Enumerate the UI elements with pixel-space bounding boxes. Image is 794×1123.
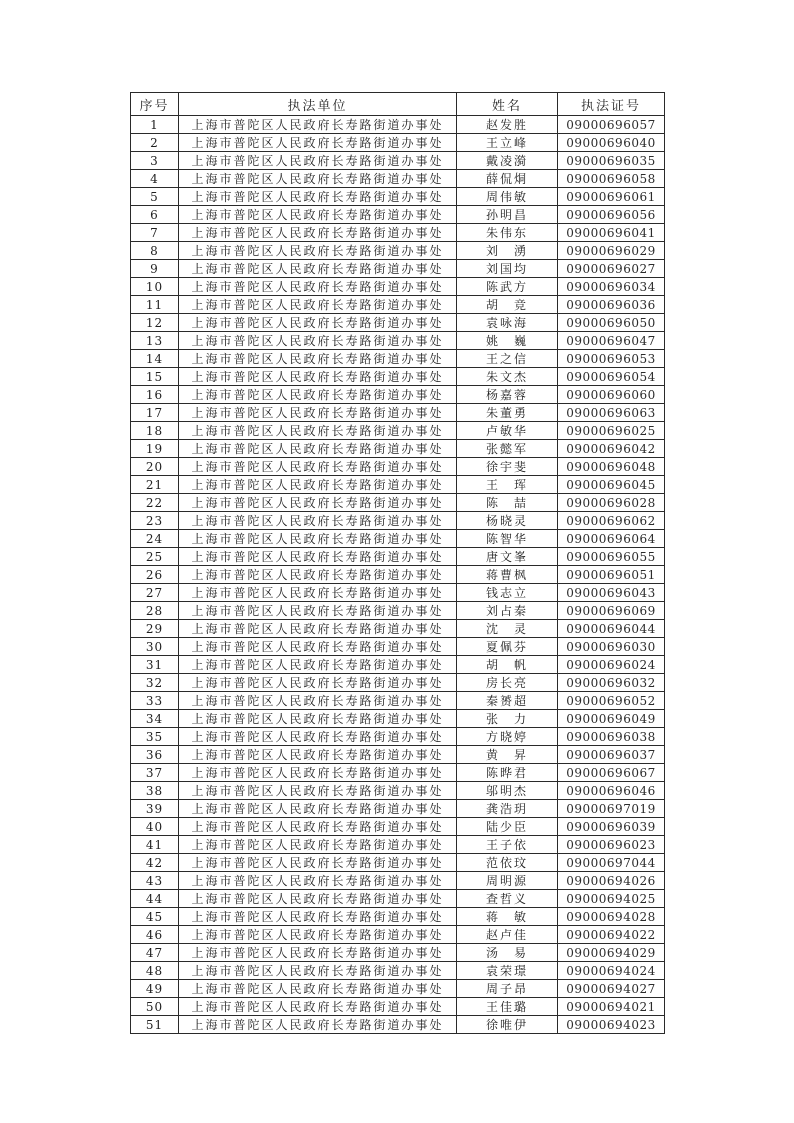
cell-cert: 09000696058 bbox=[558, 170, 665, 188]
table-row bbox=[131, 584, 665, 602]
cell-unit: 上海市普陀区人民政府长寿路街道办事处 bbox=[179, 242, 457, 260]
table-row bbox=[131, 962, 665, 980]
cell-unit: 上海市普陀区人民政府长寿路街道办事处 bbox=[179, 530, 457, 548]
cell-unit: 上海市普陀区人民政府长寿路街道办事处 bbox=[179, 764, 457, 782]
table-row bbox=[131, 350, 665, 368]
cell-name: 徐宇斐 bbox=[457, 458, 558, 476]
cell-cert: 09000696050 bbox=[558, 314, 665, 332]
cell-cert: 09000696029 bbox=[558, 242, 665, 260]
officers-table bbox=[130, 92, 665, 1034]
cell-no: 39 bbox=[131, 800, 179, 818]
cell-cert: 09000694022 bbox=[558, 926, 665, 944]
table-row bbox=[131, 782, 665, 800]
table-row bbox=[131, 566, 665, 584]
cell-unit: 上海市普陀区人民政府长寿路街道办事处 bbox=[179, 710, 457, 728]
cell-cert: 09000696062 bbox=[558, 512, 665, 530]
cell-unit: 上海市普陀区人民政府长寿路街道办事处 bbox=[179, 206, 457, 224]
cell-no: 38 bbox=[131, 782, 179, 800]
table-row bbox=[131, 656, 665, 674]
cell-name: 姚 巍 bbox=[457, 332, 558, 350]
table-row bbox=[131, 764, 665, 782]
cell-no: 31 bbox=[131, 656, 179, 674]
cell-unit: 上海市普陀区人民政府长寿路街道办事处 bbox=[179, 854, 457, 872]
cell-no: 36 bbox=[131, 746, 179, 764]
cell-unit: 上海市普陀区人民政府长寿路街道办事处 bbox=[179, 908, 457, 926]
cell-cert: 09000696053 bbox=[558, 350, 665, 368]
cell-name: 朱伟东 bbox=[457, 224, 558, 242]
cell-unit: 上海市普陀区人民政府长寿路街道办事处 bbox=[179, 188, 457, 206]
cell-no: 15 bbox=[131, 368, 179, 386]
cell-unit: 上海市普陀区人民政府长寿路街道办事处 bbox=[179, 548, 457, 566]
cell-name: 陈 喆 bbox=[457, 494, 558, 512]
cell-cert: 09000696034 bbox=[558, 278, 665, 296]
cell-unit: 上海市普陀区人民政府长寿路街道办事处 bbox=[179, 512, 457, 530]
cell-name: 刘国均 bbox=[457, 260, 558, 278]
cell-no: 35 bbox=[131, 728, 179, 746]
cell-unit: 上海市普陀区人民政府长寿路街道办事处 bbox=[179, 494, 457, 512]
table-row bbox=[131, 926, 665, 944]
cell-cert: 09000694023 bbox=[558, 1016, 665, 1034]
table-header-row bbox=[131, 93, 665, 116]
cell-no: 13 bbox=[131, 332, 179, 350]
cell-no: 30 bbox=[131, 638, 179, 656]
cell-name: 张 力 bbox=[457, 710, 558, 728]
cell-no: 22 bbox=[131, 494, 179, 512]
cell-no: 25 bbox=[131, 548, 179, 566]
cell-no: 41 bbox=[131, 836, 179, 854]
cell-no: 27 bbox=[131, 584, 179, 602]
cell-cert: 09000696061 bbox=[558, 188, 665, 206]
cell-cert: 09000697044 bbox=[558, 854, 665, 872]
cell-unit: 上海市普陀区人民政府长寿路街道办事处 bbox=[179, 458, 457, 476]
cell-no: 17 bbox=[131, 404, 179, 422]
cell-unit: 上海市普陀区人民政府长寿路街道办事处 bbox=[179, 278, 457, 296]
cell-no: 2 bbox=[131, 134, 179, 152]
cell-name: 卢敏华 bbox=[457, 422, 558, 440]
cell-unit: 上海市普陀区人民政府长寿路街道办事处 bbox=[179, 800, 457, 818]
cell-name: 陈晔君 bbox=[457, 764, 558, 782]
cell-no: 1 bbox=[131, 116, 179, 134]
table-row bbox=[131, 476, 665, 494]
cell-no: 46 bbox=[131, 926, 179, 944]
cell-cert: 09000697019 bbox=[558, 800, 665, 818]
cell-cert: 09000696028 bbox=[558, 494, 665, 512]
table-row bbox=[131, 314, 665, 332]
cell-no: 42 bbox=[131, 854, 179, 872]
cell-no: 9 bbox=[131, 260, 179, 278]
cell-unit: 上海市普陀区人民政府长寿路街道办事处 bbox=[179, 134, 457, 152]
table-row bbox=[131, 134, 665, 152]
cell-unit: 上海市普陀区人民政府长寿路街道办事处 bbox=[179, 368, 457, 386]
cell-cert: 09000694024 bbox=[558, 962, 665, 980]
cell-name: 方晓婷 bbox=[457, 728, 558, 746]
cell-cert: 09000696067 bbox=[558, 764, 665, 782]
cell-unit: 上海市普陀区人民政府长寿路街道办事处 bbox=[179, 728, 457, 746]
cell-cert: 09000696027 bbox=[558, 260, 665, 278]
table-row bbox=[131, 206, 665, 224]
cell-name: 秦赟超 bbox=[457, 692, 558, 710]
table-row bbox=[131, 422, 665, 440]
cell-cert: 09000696035 bbox=[558, 152, 665, 170]
table-row bbox=[131, 602, 665, 620]
cell-cert: 09000696057 bbox=[558, 116, 665, 134]
cell-name: 邬明杰 bbox=[457, 782, 558, 800]
cell-unit: 上海市普陀区人民政府长寿路街道办事处 bbox=[179, 962, 457, 980]
cell-name: 赵卢佳 bbox=[457, 926, 558, 944]
cell-cert: 09000694029 bbox=[558, 944, 665, 962]
table-row bbox=[131, 692, 665, 710]
cell-no: 34 bbox=[131, 710, 179, 728]
cell-no: 3 bbox=[131, 152, 179, 170]
cell-name: 刘占秦 bbox=[457, 602, 558, 620]
table-row bbox=[131, 1016, 665, 1034]
cell-no: 50 bbox=[131, 998, 179, 1016]
cell-no: 37 bbox=[131, 764, 179, 782]
table-row bbox=[131, 494, 665, 512]
column-header-certificate-no: 执法证号 bbox=[558, 93, 665, 116]
cell-name: 夏佩芬 bbox=[457, 638, 558, 656]
cell-cert: 09000696052 bbox=[558, 692, 665, 710]
cell-name: 陆少臣 bbox=[457, 818, 558, 836]
cell-unit: 上海市普陀区人民政府长寿路街道办事处 bbox=[179, 386, 457, 404]
cell-unit: 上海市普陀区人民政府长寿路街道办事处 bbox=[179, 926, 457, 944]
cell-name: 杨嘉蓉 bbox=[457, 386, 558, 404]
cell-no: 49 bbox=[131, 980, 179, 998]
cell-name: 周伟敏 bbox=[457, 188, 558, 206]
cell-no: 28 bbox=[131, 602, 179, 620]
cell-unit: 上海市普陀区人民政府长寿路街道办事处 bbox=[179, 998, 457, 1016]
table-row bbox=[131, 674, 665, 692]
cell-cert: 09000694028 bbox=[558, 908, 665, 926]
cell-no: 10 bbox=[131, 278, 179, 296]
cell-name: 王立峰 bbox=[457, 134, 558, 152]
cell-name: 唐文峯 bbox=[457, 548, 558, 566]
cell-unit: 上海市普陀区人民政府长寿路街道办事处 bbox=[179, 116, 457, 134]
cell-cert: 09000694027 bbox=[558, 980, 665, 998]
cell-no: 45 bbox=[131, 908, 179, 926]
table-row bbox=[131, 728, 665, 746]
table-row bbox=[131, 908, 665, 926]
column-header-name: 姓名 bbox=[457, 93, 558, 116]
table-row bbox=[131, 242, 665, 260]
cell-cert: 09000696039 bbox=[558, 818, 665, 836]
cell-name: 蒋 敏 bbox=[457, 908, 558, 926]
cell-no: 44 bbox=[131, 890, 179, 908]
cell-cert: 09000696043 bbox=[558, 584, 665, 602]
cell-name: 王佳璐 bbox=[457, 998, 558, 1016]
cell-cert: 09000696054 bbox=[558, 368, 665, 386]
cell-no: 47 bbox=[131, 944, 179, 962]
cell-unit: 上海市普陀区人民政府长寿路街道办事处 bbox=[179, 692, 457, 710]
cell-no: 19 bbox=[131, 440, 179, 458]
cell-cert: 09000696037 bbox=[558, 746, 665, 764]
cell-unit: 上海市普陀区人民政府长寿路街道办事处 bbox=[179, 350, 457, 368]
cell-cert: 09000696045 bbox=[558, 476, 665, 494]
cell-no: 29 bbox=[131, 620, 179, 638]
cell-cert: 09000694021 bbox=[558, 998, 665, 1016]
table-row bbox=[131, 458, 665, 476]
cell-cert: 09000696036 bbox=[558, 296, 665, 314]
table-row bbox=[131, 800, 665, 818]
cell-unit: 上海市普陀区人民政府长寿路街道办事处 bbox=[179, 260, 457, 278]
cell-name: 胡 帆 bbox=[457, 656, 558, 674]
cell-unit: 上海市普陀区人民政府长寿路街道办事处 bbox=[179, 584, 457, 602]
table-row bbox=[131, 890, 665, 908]
cell-cert: 09000696046 bbox=[558, 782, 665, 800]
cell-cert: 09000696024 bbox=[558, 656, 665, 674]
cell-cert: 09000696032 bbox=[558, 674, 665, 692]
table-row bbox=[131, 980, 665, 998]
cell-cert: 09000696047 bbox=[558, 332, 665, 350]
table-row bbox=[131, 368, 665, 386]
cell-name: 袁咏海 bbox=[457, 314, 558, 332]
table-row bbox=[131, 296, 665, 314]
cell-unit: 上海市普陀区人民政府长寿路街道办事处 bbox=[179, 602, 457, 620]
cell-name: 赵发胜 bbox=[457, 116, 558, 134]
cell-cert: 09000694026 bbox=[558, 872, 665, 890]
cell-name: 王子依 bbox=[457, 836, 558, 854]
table-row bbox=[131, 116, 665, 134]
cell-name: 范依玟 bbox=[457, 854, 558, 872]
cell-unit: 上海市普陀区人民政府长寿路街道办事处 bbox=[179, 944, 457, 962]
cell-name: 沈 灵 bbox=[457, 620, 558, 638]
cell-name: 徐唯伊 bbox=[457, 1016, 558, 1034]
cell-unit: 上海市普陀区人民政府长寿路街道办事处 bbox=[179, 872, 457, 890]
table-row bbox=[131, 872, 665, 890]
cell-cert: 09000696023 bbox=[558, 836, 665, 854]
table-row bbox=[131, 836, 665, 854]
table-row bbox=[131, 440, 665, 458]
cell-no: 5 bbox=[131, 188, 179, 206]
table-row bbox=[131, 404, 665, 422]
cell-name: 张懿军 bbox=[457, 440, 558, 458]
cell-cert: 09000696056 bbox=[558, 206, 665, 224]
cell-name: 杨晓灵 bbox=[457, 512, 558, 530]
cell-no: 18 bbox=[131, 422, 179, 440]
cell-unit: 上海市普陀区人民政府长寿路街道办事处 bbox=[179, 638, 457, 656]
cell-cert: 09000696063 bbox=[558, 404, 665, 422]
cell-unit: 上海市普陀区人民政府长寿路街道办事处 bbox=[179, 170, 457, 188]
column-header-serial-no: 序号 bbox=[131, 93, 179, 116]
cell-unit: 上海市普陀区人民政府长寿路街道办事处 bbox=[179, 746, 457, 764]
cell-no: 4 bbox=[131, 170, 179, 188]
cell-unit: 上海市普陀区人民政府长寿路街道办事处 bbox=[179, 836, 457, 854]
cell-name: 房长亮 bbox=[457, 674, 558, 692]
table-row bbox=[131, 620, 665, 638]
cell-no: 43 bbox=[131, 872, 179, 890]
cell-unit: 上海市普陀区人民政府长寿路街道办事处 bbox=[179, 620, 457, 638]
cell-unit: 上海市普陀区人民政府长寿路街道办事处 bbox=[179, 890, 457, 908]
cell-no: 24 bbox=[131, 530, 179, 548]
table-row bbox=[131, 152, 665, 170]
table-row bbox=[131, 278, 665, 296]
cell-name: 龚浩玥 bbox=[457, 800, 558, 818]
cell-no: 11 bbox=[131, 296, 179, 314]
cell-cert: 09000694025 bbox=[558, 890, 665, 908]
cell-name: 王 珲 bbox=[457, 476, 558, 494]
cell-name: 陈武方 bbox=[457, 278, 558, 296]
cell-no: 32 bbox=[131, 674, 179, 692]
table-row bbox=[131, 746, 665, 764]
cell-cert: 09000696051 bbox=[558, 566, 665, 584]
cell-name: 周子昂 bbox=[457, 980, 558, 998]
cell-name: 汤 易 bbox=[457, 944, 558, 962]
cell-unit: 上海市普陀区人民政府长寿路街道办事处 bbox=[179, 656, 457, 674]
table-row bbox=[131, 854, 665, 872]
cell-name: 朱文杰 bbox=[457, 368, 558, 386]
cell-name: 周明源 bbox=[457, 872, 558, 890]
cell-name: 王之信 bbox=[457, 350, 558, 368]
cell-unit: 上海市普陀区人民政府长寿路街道办事处 bbox=[179, 224, 457, 242]
cell-cert: 09000696044 bbox=[558, 620, 665, 638]
cell-cert: 09000696038 bbox=[558, 728, 665, 746]
cell-unit: 上海市普陀区人民政府长寿路街道办事处 bbox=[179, 440, 457, 458]
cell-cert: 09000696055 bbox=[558, 548, 665, 566]
table-row bbox=[131, 998, 665, 1016]
cell-cert: 09000696025 bbox=[558, 422, 665, 440]
table-row bbox=[131, 548, 665, 566]
cell-unit: 上海市普陀区人民政府长寿路街道办事处 bbox=[179, 422, 457, 440]
table-row bbox=[131, 710, 665, 728]
cell-unit: 上海市普陀区人民政府长寿路街道办事处 bbox=[179, 566, 457, 584]
cell-no: 48 bbox=[131, 962, 179, 980]
cell-no: 40 bbox=[131, 818, 179, 836]
column-header-enforcement-unit: 执法单位 bbox=[179, 93, 457, 116]
table-row bbox=[131, 512, 665, 530]
cell-name: 胡 竞 bbox=[457, 296, 558, 314]
cell-unit: 上海市普陀区人民政府长寿路街道办事处 bbox=[179, 980, 457, 998]
cell-no: 51 bbox=[131, 1016, 179, 1034]
table-row bbox=[131, 170, 665, 188]
cell-cert: 09000696060 bbox=[558, 386, 665, 404]
cell-cert: 09000696064 bbox=[558, 530, 665, 548]
cell-no: 14 bbox=[131, 350, 179, 368]
cell-unit: 上海市普陀区人民政府长寿路街道办事处 bbox=[179, 404, 457, 422]
cell-name: 钱志立 bbox=[457, 584, 558, 602]
table-row bbox=[131, 332, 665, 350]
cell-name: 戴凌漪 bbox=[457, 152, 558, 170]
cell-cert: 09000696042 bbox=[558, 440, 665, 458]
cell-unit: 上海市普陀区人民政府长寿路街道办事处 bbox=[179, 476, 457, 494]
cell-no: 20 bbox=[131, 458, 179, 476]
cell-unit: 上海市普陀区人民政府长寿路街道办事处 bbox=[179, 296, 457, 314]
cell-name: 朱董勇 bbox=[457, 404, 558, 422]
cell-no: 23 bbox=[131, 512, 179, 530]
table-row bbox=[131, 818, 665, 836]
cell-name: 孙明昌 bbox=[457, 206, 558, 224]
cell-name: 黄 昇 bbox=[457, 746, 558, 764]
cell-name: 袁荣璟 bbox=[457, 962, 558, 980]
cell-cert: 09000696048 bbox=[558, 458, 665, 476]
cell-cert: 09000696069 bbox=[558, 602, 665, 620]
table-row bbox=[131, 944, 665, 962]
cell-name: 陈智华 bbox=[457, 530, 558, 548]
cell-no: 6 bbox=[131, 206, 179, 224]
cell-name: 蒋曹枫 bbox=[457, 566, 558, 584]
table-row bbox=[131, 530, 665, 548]
cell-unit: 上海市普陀区人民政府长寿路街道办事处 bbox=[179, 1016, 457, 1034]
cell-name: 刘 湧 bbox=[457, 242, 558, 260]
cell-unit: 上海市普陀区人民政府长寿路街道办事处 bbox=[179, 314, 457, 332]
cell-no: 33 bbox=[131, 692, 179, 710]
table-row bbox=[131, 260, 665, 278]
cell-no: 16 bbox=[131, 386, 179, 404]
cell-name: 查哲义 bbox=[457, 890, 558, 908]
table-row bbox=[131, 188, 665, 206]
cell-cert: 09000696049 bbox=[558, 710, 665, 728]
table-row bbox=[131, 386, 665, 404]
cell-cert: 09000696041 bbox=[558, 224, 665, 242]
cell-no: 21 bbox=[131, 476, 179, 494]
cell-unit: 上海市普陀区人民政府长寿路街道办事处 bbox=[179, 674, 457, 692]
cell-unit: 上海市普陀区人民政府长寿路街道办事处 bbox=[179, 818, 457, 836]
cell-no: 12 bbox=[131, 314, 179, 332]
cell-cert: 09000696040 bbox=[558, 134, 665, 152]
cell-name: 薛侃烔 bbox=[457, 170, 558, 188]
cell-no: 26 bbox=[131, 566, 179, 584]
cell-no: 7 bbox=[131, 224, 179, 242]
cell-unit: 上海市普陀区人民政府长寿路街道办事处 bbox=[179, 332, 457, 350]
cell-cert: 09000696030 bbox=[558, 638, 665, 656]
cell-no: 8 bbox=[131, 242, 179, 260]
table-row bbox=[131, 224, 665, 242]
cell-unit: 上海市普陀区人民政府长寿路街道办事处 bbox=[179, 782, 457, 800]
table-row bbox=[131, 638, 665, 656]
cell-unit: 上海市普陀区人民政府长寿路街道办事处 bbox=[179, 152, 457, 170]
